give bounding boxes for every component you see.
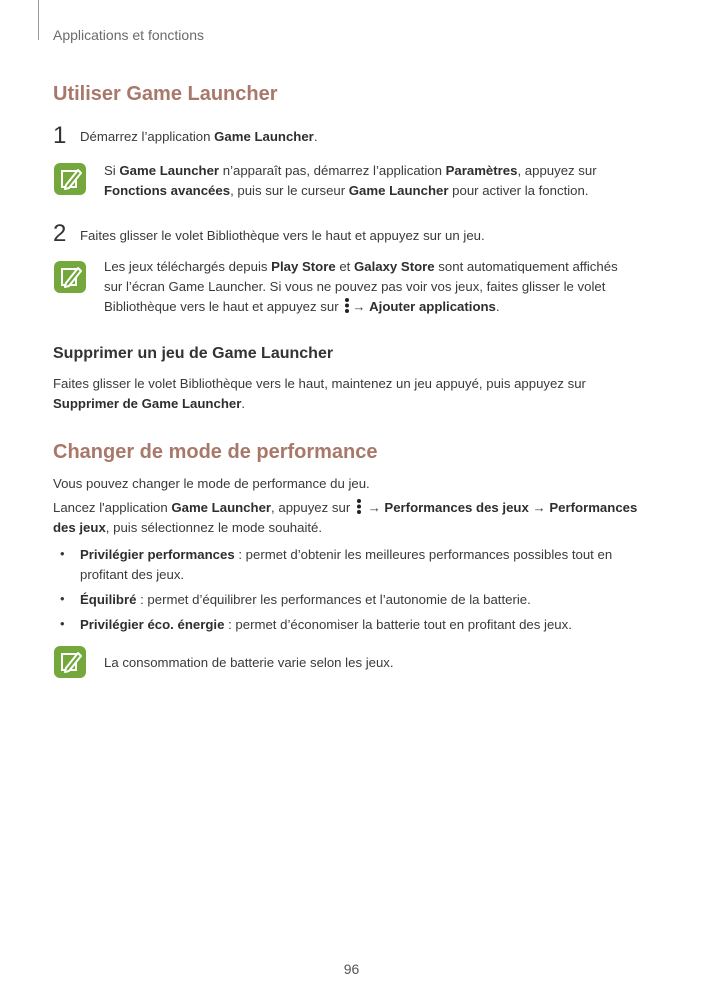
section-title-performance-mode: Changer de mode de performance: [53, 441, 378, 463]
step-number-1: 1: [53, 122, 67, 149]
more-options-icon: [356, 499, 362, 514]
bullet-performance: Privilégier performances : permet d’obtenir les meilleures performances possibles tout en profitant des jeux.: [80, 547, 613, 582]
bullet-balanced: Équilibré : permet d’équilibrer les performances et l’autonomie de la batterie.: [80, 592, 531, 607]
delete-game-text: Faites glisser le volet Bibliothèque vers le haut, maintenez un jeu appuyé, puis appuyez sur Supprimer de Game Launcher.: [53, 376, 586, 411]
note-1-text: Si Game Launcher n’apparaît pas, démarrez l’application Paramètres, appuyez sur Fonctions avancées, puis sur le curseur Game Launcher pour activer la fonction.: [104, 163, 597, 198]
performance-launch-text: Lancez l'application Game Launcher, appuyez sur → Performances des jeux → Performances des jeux, puis sélectionnez le mode souhaité.: [53, 500, 638, 535]
page-number: 96: [343, 961, 360, 977]
note-2-text: Les jeux téléchargés depuis Play Store et Galaxy Store sont automatiquement affichés sur l’écran Game Launcher. Si vous ne pouvez pas voir vos jeux, faites glisser le volet Bibliothèque vers le haut et appuyez sur → Ajouter applications.: [104, 259, 618, 314]
step-2-text: Faites glisser le volet Bibliothèque vers le haut et appuyez sur un jeu.: [80, 228, 485, 243]
bullet-power-saving: Privilégier éco. énergie : permet d’économiser la batterie tout en profitant des jeux.: [80, 617, 572, 632]
note-icon: [54, 163, 86, 195]
performance-intro: Vous pouvez changer le mode de performance du jeu.: [53, 476, 370, 491]
bullet-mark: •: [60, 546, 65, 561]
note-pencil-icon: [54, 163, 86, 195]
note-icon: [54, 261, 86, 293]
margin-rule: [38, 0, 39, 40]
bullet-mark: •: [60, 616, 65, 631]
note-3-text: La consommation de batterie varie selon les jeux.: [104, 655, 394, 670]
bullet-mark: •: [60, 591, 65, 606]
more-options-icon: [344, 298, 350, 313]
note-pencil-icon: [54, 646, 86, 678]
note-icon: [54, 646, 86, 678]
section-title-game-launcher: Utiliser Game Launcher: [53, 83, 278, 105]
step-number-2: 2: [53, 220, 67, 247]
note-pencil-icon: [54, 261, 86, 293]
running-header: Applications et fonctions: [53, 27, 204, 43]
step-1-text: Démarrez l’application Game Launcher.: [80, 129, 318, 144]
subsection-title-delete-game: Supprimer un jeu de Game Launcher: [53, 345, 334, 362]
